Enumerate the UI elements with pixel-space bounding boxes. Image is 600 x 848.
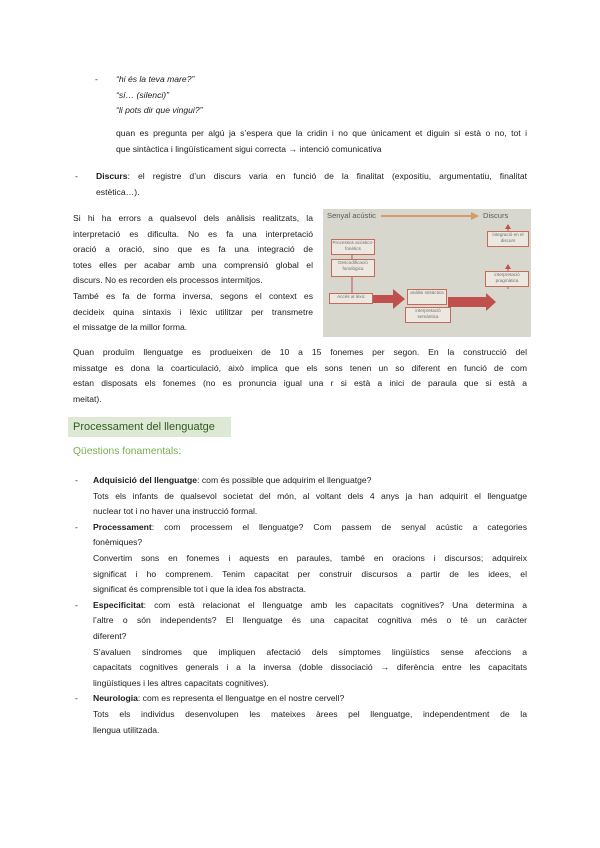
answer-line: Convertim sons en fonemes i aquests en paraules, també en oracions i discursos; adquireix bbox=[93, 552, 527, 563]
list-item bbox=[75, 691, 527, 738]
text-line: estètica…). bbox=[96, 186, 140, 197]
text-line: oració a oració, sino que es fa una integració de bbox=[73, 244, 313, 255]
text-line: que sintàctica i lingüísticament sigui correcta → intenció comunicativa bbox=[116, 143, 382, 154]
term-description: : el registre d’un discurs varia en funció de la finalitat (expositiu, argumentatiu, finalitat bbox=[127, 171, 527, 181]
discurs-item bbox=[75, 169, 527, 200]
text-line: missatge es dona la coarticulació, això implica que els sons tenen un so diferent en funció de com bbox=[73, 362, 527, 373]
term: Processament bbox=[93, 521, 152, 532]
quote-line: “sí… (silenci)” bbox=[116, 89, 169, 100]
text-line: totes elles per acabar amb una comprensió global el bbox=[73, 259, 313, 270]
text-line: meitat). bbox=[73, 393, 102, 404]
language-processing-diagram bbox=[323, 209, 531, 337]
question-text: : com es representa el llenguatge en el nostre cervell? bbox=[137, 693, 345, 704]
text-line: També es fa de forma inversa, segons el context es bbox=[73, 290, 313, 301]
list-item bbox=[75, 598, 527, 692]
section-subheading: Qüestions fonamentals: bbox=[73, 446, 182, 457]
question-text: : com és possible que adquirim el llenguatge? bbox=[197, 475, 372, 485]
bullet-dash: - bbox=[75, 599, 78, 610]
bullet-dash: - bbox=[75, 171, 78, 181]
question-text: diferent? bbox=[93, 630, 127, 641]
diagram-box-interpretacio-semantica: interpretació semàntica bbox=[405, 307, 451, 323]
errors-paragraph bbox=[73, 211, 313, 336]
question-text: : com processem el llenguatge? Com passem de senyal acústic a categories bbox=[151, 521, 527, 532]
text-line: Si hi ha errors a qualsevol dels anàlisis realitzats, la bbox=[73, 213, 313, 223]
answer-line: lingüístiques i les altres capacitats cognitives). bbox=[93, 677, 269, 688]
fonemes-paragraph bbox=[73, 345, 527, 407]
answer-line: Tots els infants de qualsevol societat del món, al voltant dels 4 anys ja han adquirit el llenguatge bbox=[93, 490, 527, 501]
diagram-box-acces: Accés al lèxic bbox=[329, 293, 373, 304]
quote-line: “hi és la teva mare?” bbox=[116, 74, 195, 84]
diagram-box-descodificacio: Descodificació fonològica bbox=[331, 259, 375, 277]
question-text: l’altre o són independents? El llenguatge és una capacitat cognitiva més o té un caràcter bbox=[93, 615, 527, 626]
bullet-dash: - bbox=[75, 475, 78, 485]
bullet-dash: - bbox=[75, 693, 78, 704]
list-item bbox=[75, 520, 527, 598]
diagram-label-signal: Senyal acústic bbox=[327, 211, 376, 220]
text-line: quan es pregunta per algú ja s’espera que la cridin i no que únicament et diguin si està o no, tot i bbox=[116, 128, 527, 138]
term: Discurs bbox=[96, 171, 128, 181]
section-heading: Processament del llenguatge bbox=[68, 417, 231, 437]
answer-line: S’avaluen síndromes que impliquen afectació dels símptomes lingüístics sense afeccions a bbox=[93, 646, 527, 657]
bullet-dash: - bbox=[75, 521, 78, 532]
questions-list bbox=[75, 473, 527, 738]
quote-explanation bbox=[116, 126, 527, 157]
quote-line: “li pots dir que vingui?” bbox=[116, 105, 203, 116]
diagram-box-analisi: anàlisi sintàctica bbox=[407, 289, 447, 305]
answer-line: llengua utilitzada. bbox=[93, 724, 160, 735]
answer-line: capacitats cognitives generals i a la inversa (doble dissociació → diferència entre les capacitats bbox=[93, 662, 527, 673]
answer-line: significat i ho comprenem. Tenim capacitat per construir discursos a partir de les idees, el bbox=[93, 568, 527, 579]
term: Especificitat bbox=[93, 599, 144, 610]
diagram-box-interpretacio-pragmatica: interpretació pragmàtica bbox=[485, 271, 529, 287]
question-text: : com està relacionat el llenguatge amb les capacitats cognitives? Una determina a bbox=[143, 599, 527, 610]
list-item bbox=[75, 473, 527, 520]
answer-line: nuclear tot i no haver una instrucció formal. bbox=[93, 506, 258, 517]
answer-line: significat és comprensible tot i que la idea fos abstracta. bbox=[93, 584, 307, 595]
bullet-dash: - bbox=[95, 74, 98, 84]
diagram-box-integracio: integració en el discurs bbox=[487, 231, 529, 247]
diagram-box-processos: Processos acústico-fonètics bbox=[331, 239, 375, 255]
text-line: discurs. No es recorden els processos intermitjos. bbox=[73, 275, 263, 286]
text-line: interpretació es dificulta. No es fa una interpretació bbox=[73, 228, 313, 239]
text-line: Quan produïm llenguatge es produeixen de 10 a 15 fonemes per segon. En la construcció del bbox=[73, 347, 527, 357]
text-line: decideix quina sintaxis i lèxic utilitzar per transmetre bbox=[73, 306, 313, 317]
text-line: el missatge de la millor forma. bbox=[73, 322, 188, 333]
question-text: fonèmiques? bbox=[93, 537, 143, 548]
text-line: estan disposats els fonemes (no es pronuncia igual una r si està a inici de paraula que si està a bbox=[73, 378, 527, 389]
quote-block bbox=[95, 72, 535, 119]
answer-line: Tots els individus desenvolupen les mateixes àrees pel llenguatge, independentment de la bbox=[93, 708, 527, 719]
diagram-label-discourse: Discurs bbox=[483, 211, 509, 220]
term: Adquisició del llenguatge bbox=[93, 475, 198, 485]
term: Neurologia bbox=[93, 693, 138, 704]
